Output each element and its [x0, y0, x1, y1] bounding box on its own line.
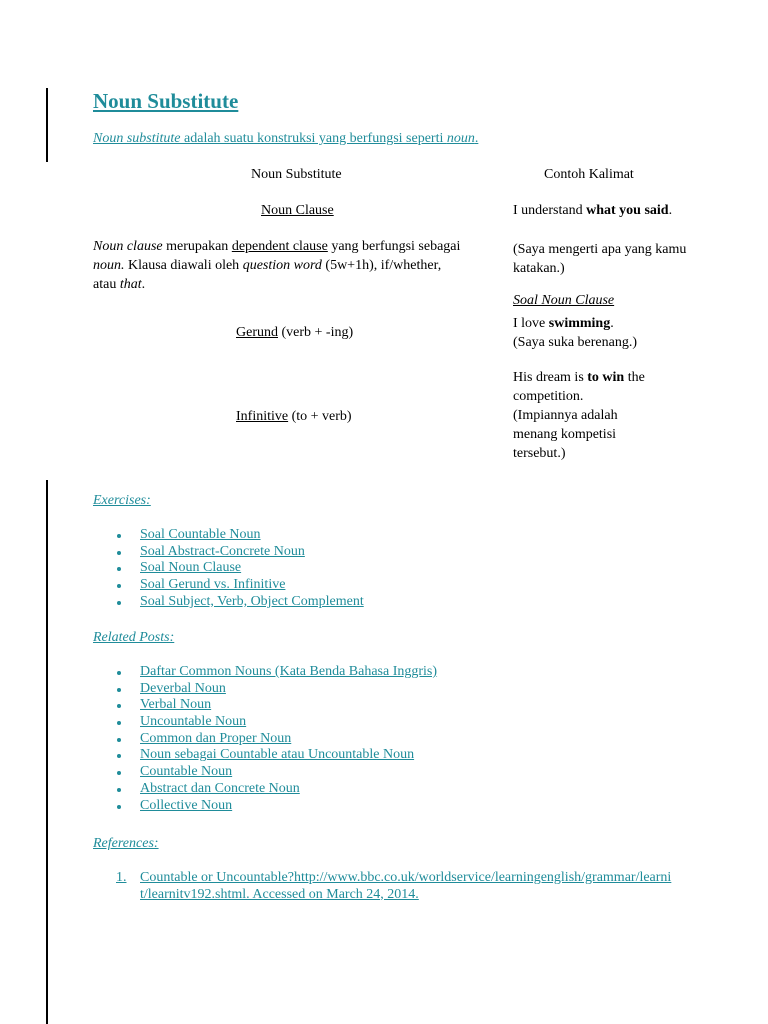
- bullet-icon: [117, 754, 121, 758]
- exercise-item[interactable]: Soal Countable Noun: [93, 527, 693, 544]
- references-heading: References:: [93, 836, 159, 851]
- related-posts-list: [93, 664, 693, 814]
- related-item[interactable]: Verbal Noun: [93, 697, 693, 714]
- bullet-icon: [117, 688, 121, 692]
- noun-clause-definition: Noun clause merupakan dependent clause yang berfungsi sebagai noun. Klausa diawali oleh question word (5w+1h), if/whether, atau that.: [93, 239, 461, 292]
- margin-bar-bottom: [46, 480, 48, 1024]
- bullet-icon: [117, 671, 121, 675]
- page-title[interactable]: Noun Substitute: [93, 89, 239, 113]
- reference-link[interactable]: Countable or Uncountable?http://www.bbc.co.uk/worldservice/learningenglish/grammar/learnit/learnitv192.shtml. Accessed on March 24, 2014.: [140, 870, 672, 902]
- references-list: [93, 870, 673, 903]
- gerund-example: I love swimming.: [513, 316, 614, 331]
- header-noun-substitute: Noun Substitute: [251, 167, 342, 182]
- infinitive-translation: (Impiannya adalah menang kompetisi tersebut.): [513, 408, 618, 461]
- exercise-item[interactable]: Soal Abstract-Concrete Noun: [93, 544, 693, 561]
- intro-sentence[interactable]: [93, 129, 733, 148]
- reference-item[interactable]: [93, 870, 673, 903]
- soal-noun-clause-link[interactable]: Soal Noun Clause: [513, 293, 615, 308]
- exercise-item[interactable]: Soal Subject, Verb, Object Complement: [93, 594, 693, 611]
- bullet-icon: [117, 551, 121, 555]
- bullet-icon: [117, 534, 121, 538]
- gerund-label: Gerund (verb + -ing): [236, 325, 354, 340]
- noun-clause-example: I understand what you said.: [513, 203, 673, 218]
- noun-clause-translation: (Saya mengerti apa yang kamu katakan.): [513, 242, 687, 276]
- bullet-icon: [117, 771, 121, 775]
- infinitive-label: Infinitive (to + verb): [236, 409, 352, 424]
- bullet-icon: [117, 584, 121, 588]
- header-contoh-kalimat: Contoh Kalimat: [544, 167, 634, 182]
- related-item[interactable]: Common dan Proper Noun: [93, 731, 693, 748]
- noun-clause-heading: Noun Clause: [261, 203, 334, 218]
- intro-middle: adalah suatu konstruksi yang berfungsi seperti: [180, 131, 447, 146]
- bullet-icon: [117, 738, 121, 742]
- related-posts-heading: Related Posts:: [93, 630, 175, 645]
- bullet-icon: [117, 721, 121, 725]
- intro-end: .: [474, 131, 479, 146]
- intro-noun: noun: [446, 131, 475, 146]
- exercises-heading: Exercises:: [93, 493, 151, 508]
- margin-bar-top: [46, 88, 48, 162]
- related-item[interactable]: Uncountable Noun: [93, 714, 693, 731]
- bullet-icon: [117, 704, 121, 708]
- bullet-icon: [117, 805, 121, 809]
- related-item[interactable]: Collective Noun: [93, 798, 693, 815]
- exercise-item[interactable]: Soal Gerund vs. Infinitive: [93, 577, 693, 594]
- related-item[interactable]: Countable Noun: [93, 764, 693, 781]
- related-item[interactable]: Daftar Common Nouns (Kata Benda Bahasa Inggris): [93, 664, 693, 681]
- exercise-item[interactable]: Soal Noun Clause: [93, 560, 693, 577]
- intro-term: Noun substitute: [93, 131, 181, 146]
- bullet-icon: [117, 567, 121, 571]
- related-item[interactable]: Abstract dan Concrete Noun: [93, 781, 693, 798]
- gerund-translation: (Saya suka berenang.): [513, 335, 638, 350]
- bullet-icon: [117, 601, 121, 605]
- related-item[interactable]: Noun sebagai Countable atau Uncountable Noun: [93, 747, 693, 764]
- infinitive-example: His dream is to win the competition.: [513, 370, 645, 404]
- bullet-icon: [117, 788, 121, 792]
- related-item[interactable]: Deverbal Noun: [93, 681, 693, 698]
- reference-number: 1.: [116, 870, 127, 885]
- exercises-list: [93, 527, 693, 610]
